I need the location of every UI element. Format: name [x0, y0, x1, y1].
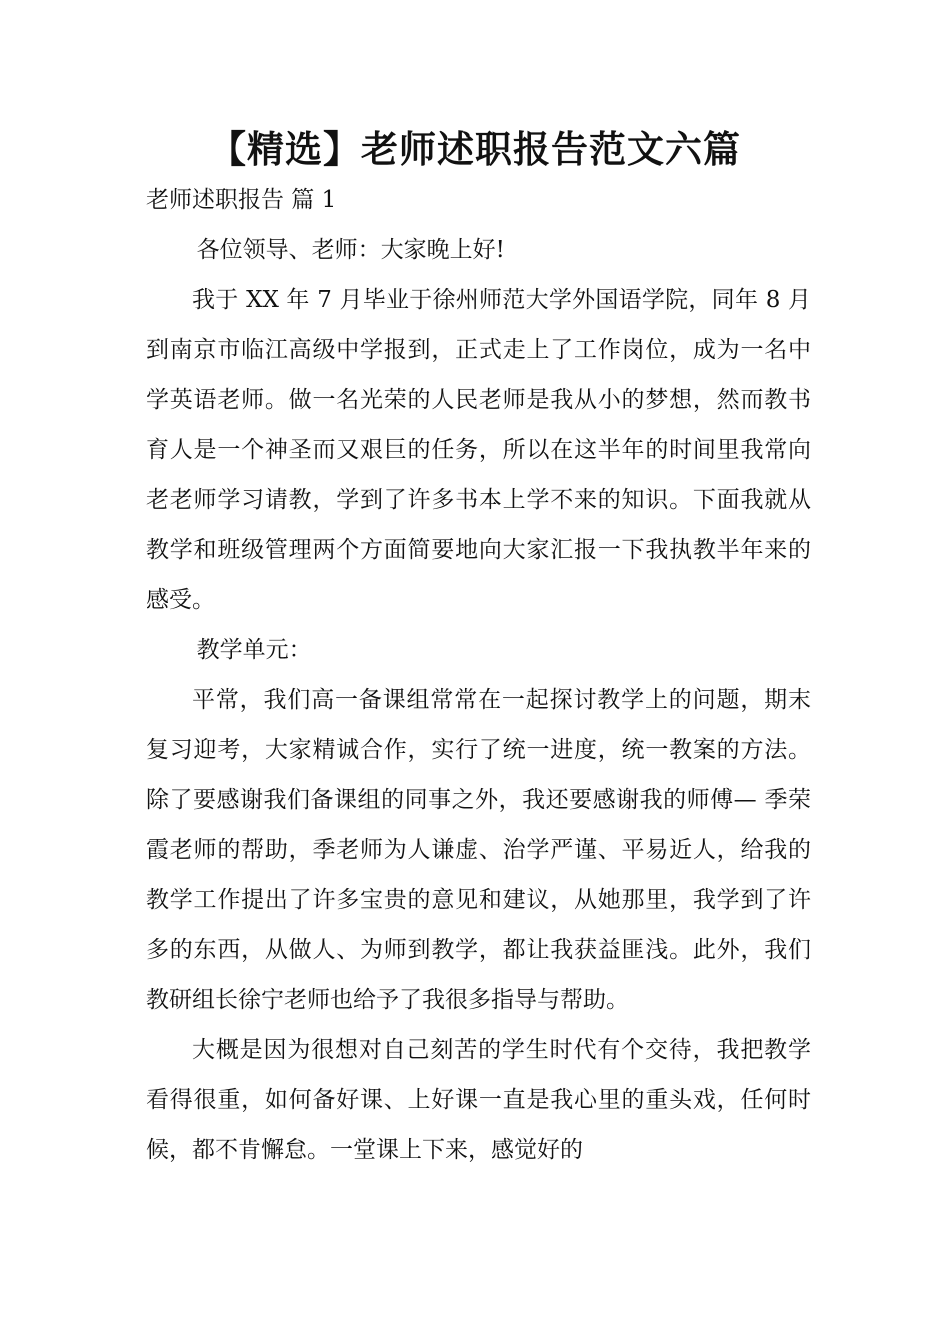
document-body: [146, 225, 811, 1175]
greeting-paragraph: 各位领导、老师：大家晚上好!: [196, 237, 505, 263]
lesson-paragraph: 大概是因为很想对自己刻苦的学生时代有个交待，我把教学看得很重，如何备好课、上好课一直是我心里的重头戏，任何时候，都不肯懈怠。一堂课上下来，感觉好的: [146, 1037, 811, 1163]
teaching-paragraph: 平常，我们高一备课组常常在一起探讨教学上的问题，期末复习迎考，大家精诚合作，实行了统一进度，统一教案的方法。除了要感谢我们备课组的同事之外，我还要感谢我的师傅— 季荣霞老师的帮助，季老师为人谦虚、治学严谨、平易近人，给我的教学工作提出了许多宝贵的意见和建议，从她那里，我学到了许多的东西，从做人、为师到教学，都让我获益匪浅。此外，我们教研组长徐宁老师也给予了我很多指导与帮助。: [146, 687, 811, 1013]
intro-paragraph: 我于 XX 年 7 月毕业于徐州师范大学外国语学院，同年 8 月到南京市临江高级中学报到，正式走上了工作岗位，成为一名中学英语老师。做一名光荣的人民老师是我从小的梦想，然而教书育人是一个神圣而又艰巨的任务，所以在这半年的时间里我常向老老师学习请教，学到了许多书本上学不来的知识。下面我就从教学和班级管理两个方面简要地向大家汇报一下我执教半年来的感受。: [146, 287, 811, 613]
document-title: 【精选】老师述职报告范文六篇: [209, 128, 741, 171]
teaching-unit-heading: 教学单元：: [196, 637, 312, 663]
section-heading: 老师述职报告 篇 1: [146, 187, 337, 213]
